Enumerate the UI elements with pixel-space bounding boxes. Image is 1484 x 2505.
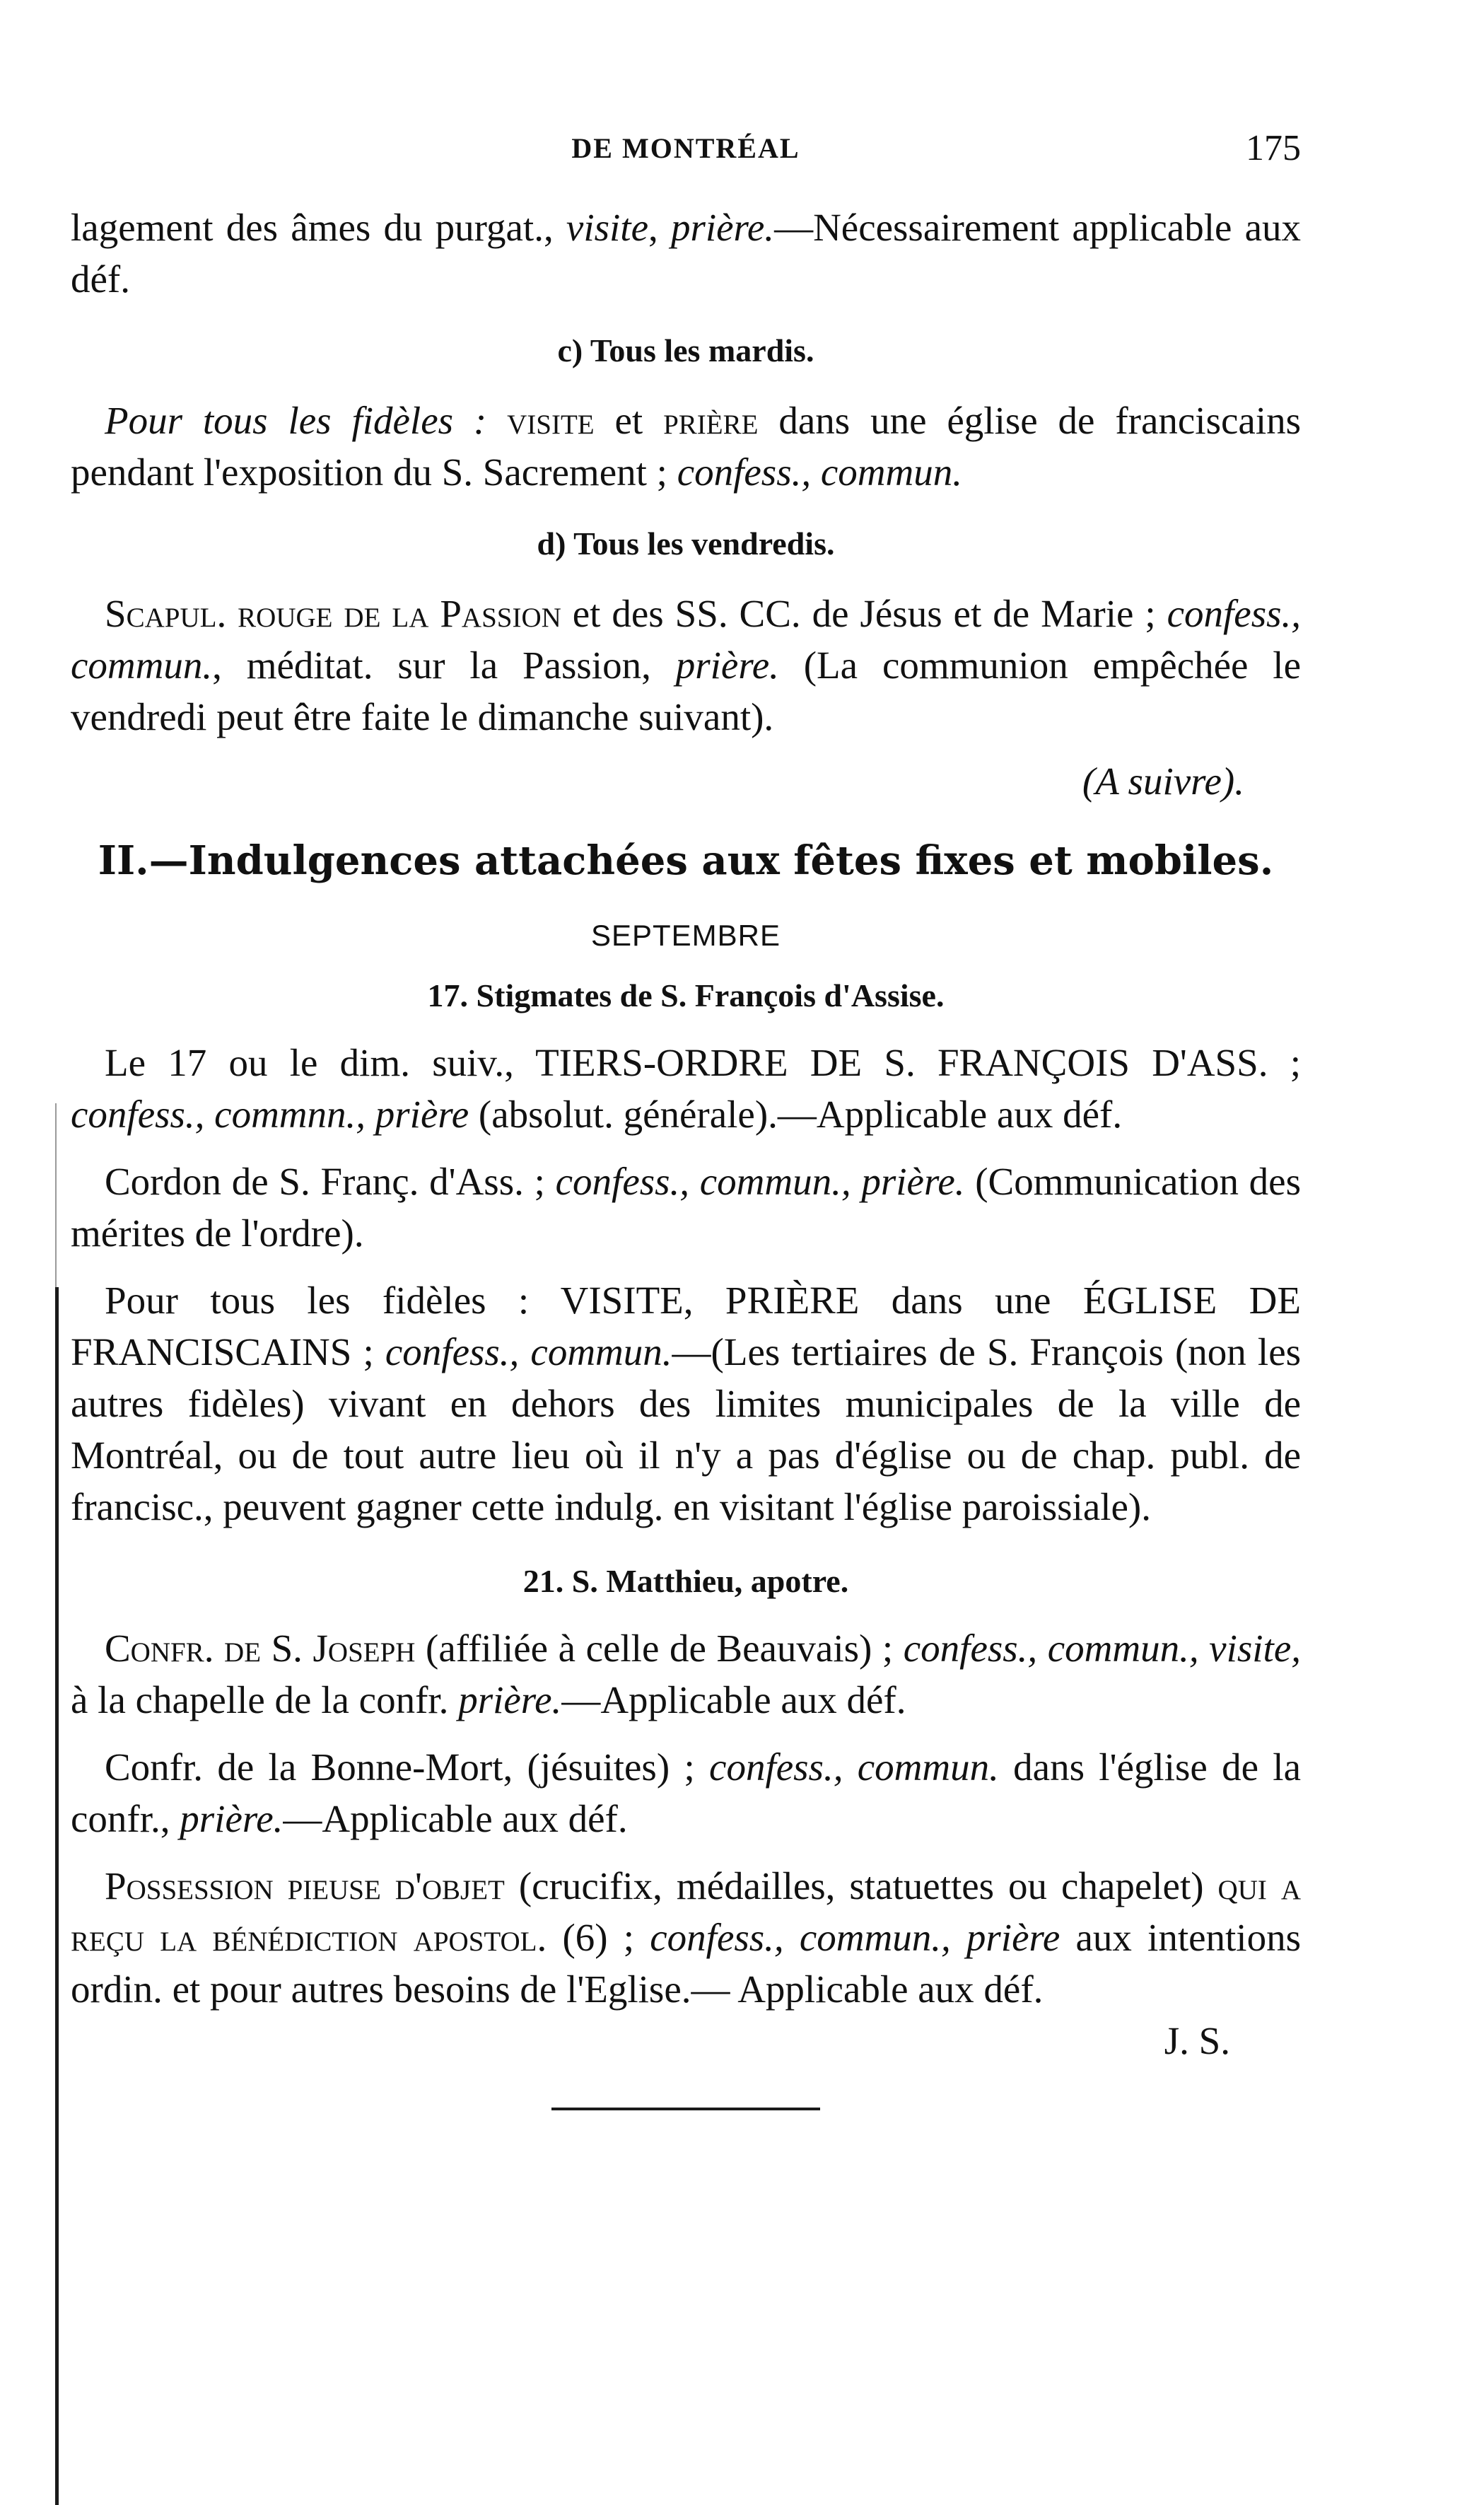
text-run-italic: prière. [675,644,779,687]
paragraph-fridays [71,588,1301,743]
paragraph-all-faithful [71,1274,1301,1533]
to-be-continued: (A suivre). [1082,760,1244,803]
text-run: dans l'église de la confr., [71,1745,1301,1840]
text-run-italic: confess., commun., visite, [903,1627,1301,1670]
paragraph-bonne-mort [71,1741,1301,1844]
text-run: Confr. de la Bonne-Mort, (jésuites) ; [105,1745,710,1789]
text-run: et des SS. CC. de Jésus et de Marie ; [561,592,1167,635]
text-run-italic: confess., commun. [71,592,1302,687]
section-title: II.—Indulgences attachées aux fêtes fixes et mobiles. [98,837,1274,884]
paragraph-pious-object [71,1860,1301,2015]
paragraph-purgatory [71,202,1301,305]
feast-heading-21: 21. S. Matthieu, apotre. [522,1563,849,1599]
signature: J. S. [1164,2019,1230,2062]
subheading-fridays: d) Tous les vendredis. [537,525,835,562]
text-run-italic: confess., commnn., prière [71,1093,469,1136]
text-run: lagement des âmes du purgat., [71,206,566,249]
text-run-italic: confess., commun., prière. [555,1160,965,1203]
text-run: —Applicable aux déf. [283,1797,628,1840]
text-run-italic: visite [566,206,648,249]
text-run-italic: prière. [670,206,775,249]
text-run-italic: confess., commun. [709,1745,999,1789]
text-run: (absolut. générale).—Applicable aux déf. [469,1093,1123,1136]
closing-rule [551,2108,820,2110]
text-run: (Communication des mérites de l'ordre). [71,1160,1301,1255]
text-run-smallcaps: Scapul. rouge de la Passion [105,592,561,635]
text-run: (affiliée à celle de Beauvais) ; [415,1627,904,1670]
paragraph-tuesdays [71,395,1301,498]
text-run: dans une église de franciscains pendant l'exposition du S. Sacrement ; [71,399,1302,494]
running-head: DE MONTRÉAL [571,132,800,164]
text-run-italic: confess., commun. [385,1330,672,1373]
text-run-italic: confess., commun. [677,451,962,494]
text-run: —(Les tertiaires de S. François (non les autres fidèles) vivant en dehors des limites municipales de la ville de Montréal, ou de tout autre lieu où il n'y a pas d'église ou de chap. publ. de francisc., peuvent gagner cette indulg. en visitant l'église paroissiale). [71,1330,1302,1528]
text-run-smallcaps: qui a reçu la bénédiction apostol. [71,1864,1302,1959]
page-body [71,202,1301,2110]
text-run-italic: Pour tous les fidèles : [105,399,508,442]
text-run: Le 17 ou le dim. suiv., TIERS-ORDRE DE S. FRANÇOIS D'ASS. ; [105,1041,1301,1084]
text-run: Pour tous les fidèles : VISITE, PRIÈRE dans une ÉGLISE DE FRANCISCAINS ; [71,1279,1301,1373]
text-run-italic: confess., commun., prière [650,1916,1061,1959]
text-run-smallcaps: Possession pieuse d'objet [105,1864,505,1907]
text-run: —Nécessairement applicable aux déf. [71,206,1302,301]
subheading-tuesdays: c) Tous les mardis. [557,332,814,368]
text-run-smallcaps: Confr. de S. Joseph [105,1627,416,1670]
paragraph-cordon [71,1156,1301,1259]
text-run: Cordon de S. Franç. d'Ass. ; [105,1160,556,1203]
feast-heading-17: 17. Stigmates de S. François d'Assise. [427,977,945,1013]
page-header [71,127,1301,177]
text-run: (crucifix, médailles, statuettes ou chapelet) [504,1864,1218,1907]
margin-rule-faint [55,1103,57,1287]
text-run: , [648,206,671,249]
text-run: à la chapelle de la confr. [71,1678,459,1721]
text-run: (La communion empêchée le vendredi peut être faite le dimanche suivant). [71,644,1302,738]
text-run: et [594,399,664,442]
margin-rule [55,1287,59,2505]
text-run: (6) ; [547,1916,650,1959]
month-heading: SEPTEMBRE [590,919,781,952]
text-run: —Applicable aux déf. [561,1678,906,1721]
text-run-italic: prière. [458,1678,562,1721]
text-run: , méditat. sur la Passion, [212,644,676,687]
paragraph-third-order [71,1037,1301,1140]
paragraph-st-joseph [71,1622,1301,1726]
text-run-italic: prière. [180,1797,284,1840]
page-number: 175 [1246,128,1301,168]
text-run-smallcaps: visite [507,399,595,442]
signature-row [71,2015,1301,2067]
text-run: aux intentions ordin. et pour autres besoins de l'Eglise.— Applicable aux déf. [71,1916,1301,2011]
text-run-smallcaps: prière [663,399,759,442]
